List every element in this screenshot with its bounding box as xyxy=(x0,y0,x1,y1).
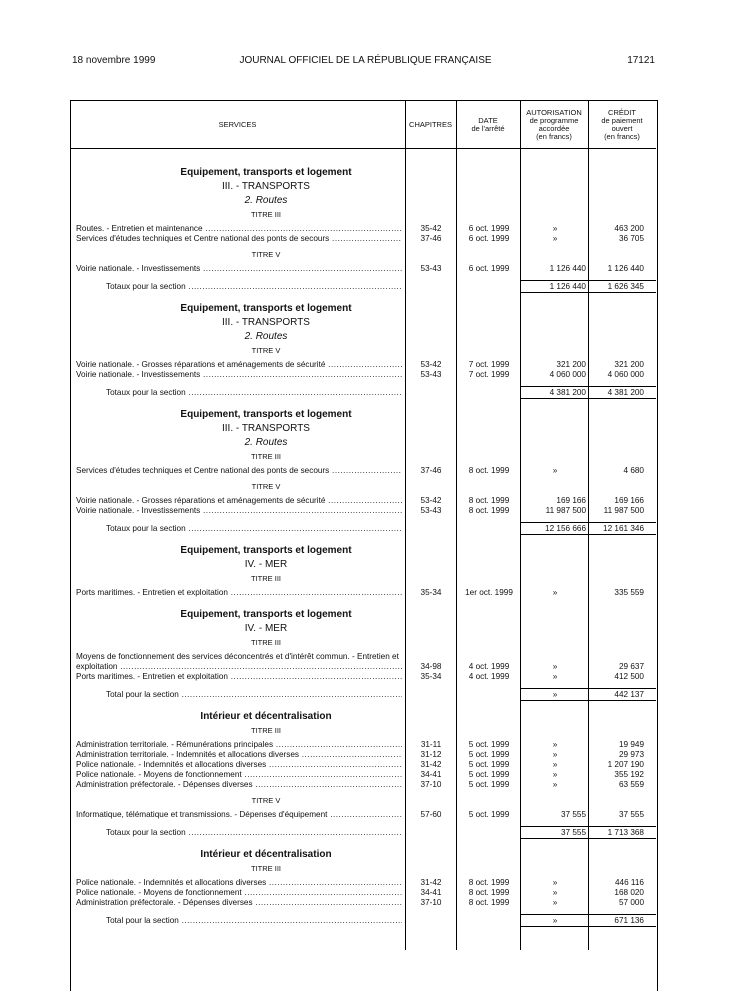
chapter-cell: 34-41 xyxy=(420,770,442,779)
credit-cell: 4 060 000 xyxy=(607,370,644,379)
total-double-rule xyxy=(520,926,656,927)
section-title: IV. - MER xyxy=(244,623,288,634)
credit-cell: 355 192 xyxy=(614,770,644,779)
table-row xyxy=(0,897,731,909)
date-cell: 5 oct. 1999 xyxy=(468,750,510,759)
titre-heading: TITRE III xyxy=(251,864,281,873)
service-label: Ports maritimes. - Entretien et exploitation ..... xyxy=(76,671,402,683)
titre-heading: TITRE III xyxy=(251,210,281,219)
titre-heading: TITRE III xyxy=(251,452,281,461)
section-subtitle: 2. Routes xyxy=(244,437,288,448)
total-label: Totaux pour la section ..... xyxy=(106,387,402,399)
service-label: Informatique, télématique et transmissions. - Dépenses d'équipement ..... xyxy=(76,809,402,821)
col-chapitres: CHAPITRES xyxy=(409,120,452,129)
col-credit: CRÉDIT de paiement ouvert (en francs) xyxy=(601,108,643,141)
service-label: exploitation ..... xyxy=(76,661,402,673)
total-label: Total pour la section ..... xyxy=(106,689,402,701)
credit-cell: 463 200 xyxy=(614,224,644,233)
total-credit: 1 626 345 xyxy=(607,282,644,291)
credit-cell: 335 559 xyxy=(614,588,644,597)
chapter-cell: 31-42 xyxy=(420,878,442,887)
date-cell: 6 oct. 1999 xyxy=(468,224,510,233)
chapter-cell: 31-11 xyxy=(420,740,442,749)
authorization-cell: » xyxy=(552,588,558,597)
total-authorization: » xyxy=(552,916,558,925)
date-cell: 6 oct. 1999 xyxy=(468,234,510,243)
table-row xyxy=(0,505,731,517)
chapter-cell: 53-43 xyxy=(420,264,442,273)
chapter-cell: 35-34 xyxy=(420,588,442,597)
date-cell: 8 oct. 1999 xyxy=(468,496,510,505)
total-authorization: 4 381 200 xyxy=(549,388,586,397)
date-cell: 4 oct. 1999 xyxy=(468,662,510,671)
authorization-cell: » xyxy=(552,878,558,887)
section-subtitle: 2. Routes xyxy=(244,195,288,206)
titre-heading: TITRE V xyxy=(251,482,281,491)
page-number: 17121 xyxy=(627,55,655,66)
total-label: Totaux pour la section ..... xyxy=(106,523,402,535)
total-authorization: 37 555 xyxy=(560,828,586,837)
credit-cell: 57 000 xyxy=(618,898,644,907)
chapter-cell: 37-10 xyxy=(420,780,442,789)
service-label: Administration préfectorale. - Dépenses diverses ..... xyxy=(76,897,402,909)
chapter-cell: 35-34 xyxy=(420,672,442,681)
authorization-cell: 321 200 xyxy=(556,360,586,369)
service-label: Routes. - Entretien et maintenance ..... xyxy=(76,223,402,235)
authorization-cell: » xyxy=(552,750,558,759)
chapter-cell: 53-43 xyxy=(420,370,442,379)
chapter-cell: 37-46 xyxy=(420,466,442,475)
credit-cell: 446 116 xyxy=(615,878,644,887)
total-credit: 4 381 200 xyxy=(607,388,644,397)
authorization-cell: » xyxy=(552,740,558,749)
date-cell: 5 oct. 1999 xyxy=(468,760,510,769)
total-label: Totaux pour la section ..... xyxy=(106,281,402,293)
section-title: IV. - MER xyxy=(244,559,288,570)
credit-cell: 321 200 xyxy=(614,360,644,369)
total-authorization: 1 126 440 xyxy=(549,282,586,291)
table-row xyxy=(0,465,731,477)
date-cell: 5 oct. 1999 xyxy=(468,740,510,749)
total-double-rule xyxy=(520,292,656,293)
service-label: Police nationale. - Moyens de fonctionnement ..... xyxy=(76,769,402,781)
date-cell: 5 oct. 1999 xyxy=(468,780,510,789)
chapter-cell: 57-60 xyxy=(420,810,442,819)
section-title: III. - TRANSPORTS xyxy=(222,181,310,192)
table-row xyxy=(0,671,731,683)
credit-cell: 19 949 xyxy=(618,740,644,749)
service-label: Police nationale. - Indemnités et allocations diverses ..... xyxy=(76,877,402,889)
authorization-cell: 169 166 xyxy=(556,496,586,505)
section-title: III. - TRANSPORTS xyxy=(222,423,310,434)
titre-heading: TITRE V xyxy=(251,346,281,355)
authorization-cell: » xyxy=(552,466,558,475)
service-label: Voirie nationale. - Grosses réparations et aménagements de sécurité ..... xyxy=(76,495,402,507)
col-date: DATE de l'arrêté xyxy=(471,116,505,133)
credit-cell: 4 680 xyxy=(623,466,644,475)
credit-cell: 169 166 xyxy=(614,496,644,505)
table-row xyxy=(0,779,731,791)
ministry-heading: Equipement, transports et logement xyxy=(180,609,352,620)
authorization-cell: 1 126 440 xyxy=(549,264,586,273)
date-cell: 5 oct. 1999 xyxy=(468,770,510,779)
ministry-heading: Equipement, transports et logement xyxy=(180,167,352,178)
authorization-cell: 11 987 500 xyxy=(545,506,586,515)
total-credit: 1 713 368 xyxy=(607,828,644,837)
titre-heading: TITRE III xyxy=(251,638,281,647)
total-double-rule xyxy=(520,838,656,839)
date-cell: 8 oct. 1999 xyxy=(468,888,510,897)
credit-cell: 168 020 xyxy=(614,888,644,897)
credit-cell: 1 126 440 xyxy=(607,264,644,273)
authorization-cell: » xyxy=(552,662,558,671)
col-services: SERVICES xyxy=(218,120,257,129)
service-label: Services d'études techniques et Centre national des ponts de secours ..... xyxy=(76,233,402,245)
issue-date: 18 novembre 1999 xyxy=(72,55,156,66)
date-cell: 8 oct. 1999 xyxy=(468,898,510,907)
service-label: Voirie nationale. - Investissements ..... xyxy=(76,263,402,275)
total-double-rule xyxy=(520,398,656,399)
date-cell: 7 oct. 1999 xyxy=(468,370,510,379)
total-authorization: 12 156 666 xyxy=(545,524,586,533)
titre-heading: TITRE V xyxy=(251,250,281,259)
credit-cell: 29 637 xyxy=(618,662,644,671)
section-title: III. - TRANSPORTS xyxy=(222,317,310,328)
titre-heading: TITRE III xyxy=(251,574,281,583)
authorization-cell: » xyxy=(552,780,558,789)
table-row xyxy=(0,587,731,599)
ministry-heading: Equipement, transports et logement xyxy=(180,303,352,314)
total-label: Total pour la section ..... xyxy=(106,915,402,927)
service-label: Voirie nationale. - Investissements ..... xyxy=(76,369,402,381)
credit-cell: 412 500 xyxy=(614,672,644,681)
authorization-cell: » xyxy=(552,770,558,779)
total-double-rule xyxy=(520,534,656,535)
service-label: Administration territoriale. - Indemnités et allocations diverses ..... xyxy=(76,749,402,761)
service-label: Administration préfectorale. - Dépenses diverses ..... xyxy=(76,779,402,791)
ministry-heading: Intérieur et décentralisation xyxy=(200,711,332,722)
service-label: Services d'études techniques et Centre national des ponts de secours ..... xyxy=(76,465,402,477)
credit-cell: 63 559 xyxy=(618,780,644,789)
credit-cell: 29 973 xyxy=(618,750,644,759)
chapter-cell: 53-42 xyxy=(420,360,442,369)
titre-heading: TITRE III xyxy=(251,726,281,735)
chapter-cell: 53-42 xyxy=(420,496,442,505)
date-cell: 1er oct. 1999 xyxy=(465,588,513,597)
table-row xyxy=(0,263,731,275)
chapter-cell: 31-12 xyxy=(420,750,442,759)
authorization-cell: » xyxy=(552,224,558,233)
table-row xyxy=(0,369,731,381)
authorization-cell: » xyxy=(552,888,558,897)
credit-cell: 11 987 500 xyxy=(603,506,644,515)
date-cell: 8 oct. 1999 xyxy=(468,878,510,887)
chapter-cell: 53-43 xyxy=(420,506,442,515)
authorization-cell: » xyxy=(552,760,558,769)
service-label: Administration territoriale. - Rémunérations principales ..... xyxy=(76,739,402,751)
chapter-cell: 37-46 xyxy=(420,234,442,243)
authorization-cell: » xyxy=(552,672,558,681)
section-subtitle: 2. Routes xyxy=(244,331,288,342)
chapter-cell: 34-98 xyxy=(420,662,442,671)
ministry-heading: Equipement, transports et logement xyxy=(180,409,352,420)
credit-cell: 37 555 xyxy=(618,810,644,819)
service-label: Voirie nationale. - Grosses réparations et aménagements de sécurité ..... xyxy=(76,359,402,371)
ministry-heading: Intérieur et décentralisation xyxy=(200,849,332,860)
total-credit: 442 137 xyxy=(614,690,644,699)
chapter-cell: 34-41 xyxy=(420,888,442,897)
service-label: Voirie nationale. - Investissements ..... xyxy=(76,505,402,517)
total-credit: 12 161 346 xyxy=(603,524,644,533)
col-autorisation: AUTORISATION de programme accordée (en francs) xyxy=(526,108,582,141)
date-cell: 4 oct. 1999 xyxy=(468,672,510,681)
authorization-cell: 4 060 000 xyxy=(549,370,586,379)
total-label: Totaux pour la section ..... xyxy=(106,827,402,839)
chapter-cell: 37-10 xyxy=(420,898,442,907)
date-cell: 5 oct. 1999 xyxy=(468,810,510,819)
authorization-cell: 37 555 xyxy=(560,810,586,819)
chapter-cell: 35-42 xyxy=(420,224,442,233)
authorization-cell: » xyxy=(552,898,558,907)
service-label: Moyens de fonctionnement des services déconcentrés et d'intérêt commun. - Entretien et xyxy=(76,652,399,661)
total-double-rule xyxy=(520,700,656,701)
ministry-heading: Equipement, transports et logement xyxy=(180,545,352,556)
journal-title: JOURNAL OFFICIEL DE LA RÉPUBLIQUE FRANÇAISE xyxy=(239,55,492,66)
date-cell: 8 oct. 1999 xyxy=(468,466,510,475)
chapter-cell: 31-42 xyxy=(420,760,442,769)
authorization-cell: » xyxy=(552,234,558,243)
total-credit: 671 136 xyxy=(614,916,644,925)
credit-cell: 1 207 190 xyxy=(607,760,644,769)
date-cell: 6 oct. 1999 xyxy=(468,264,510,273)
service-label: Police nationale. - Moyens de fonctionnement ..... xyxy=(76,887,402,899)
service-label: Police nationale. - Indemnités et allocations diverses ..... xyxy=(76,759,402,771)
service-label: Ports maritimes. - Entretien et exploitation ..... xyxy=(76,587,402,599)
date-cell: 8 oct. 1999 xyxy=(468,506,510,515)
total-authorization: » xyxy=(552,690,558,699)
date-cell: 7 oct. 1999 xyxy=(468,360,510,369)
table-row xyxy=(0,809,731,821)
titre-heading: TITRE V xyxy=(251,796,281,805)
table-row xyxy=(0,233,731,245)
credit-cell: 36 705 xyxy=(618,234,644,243)
